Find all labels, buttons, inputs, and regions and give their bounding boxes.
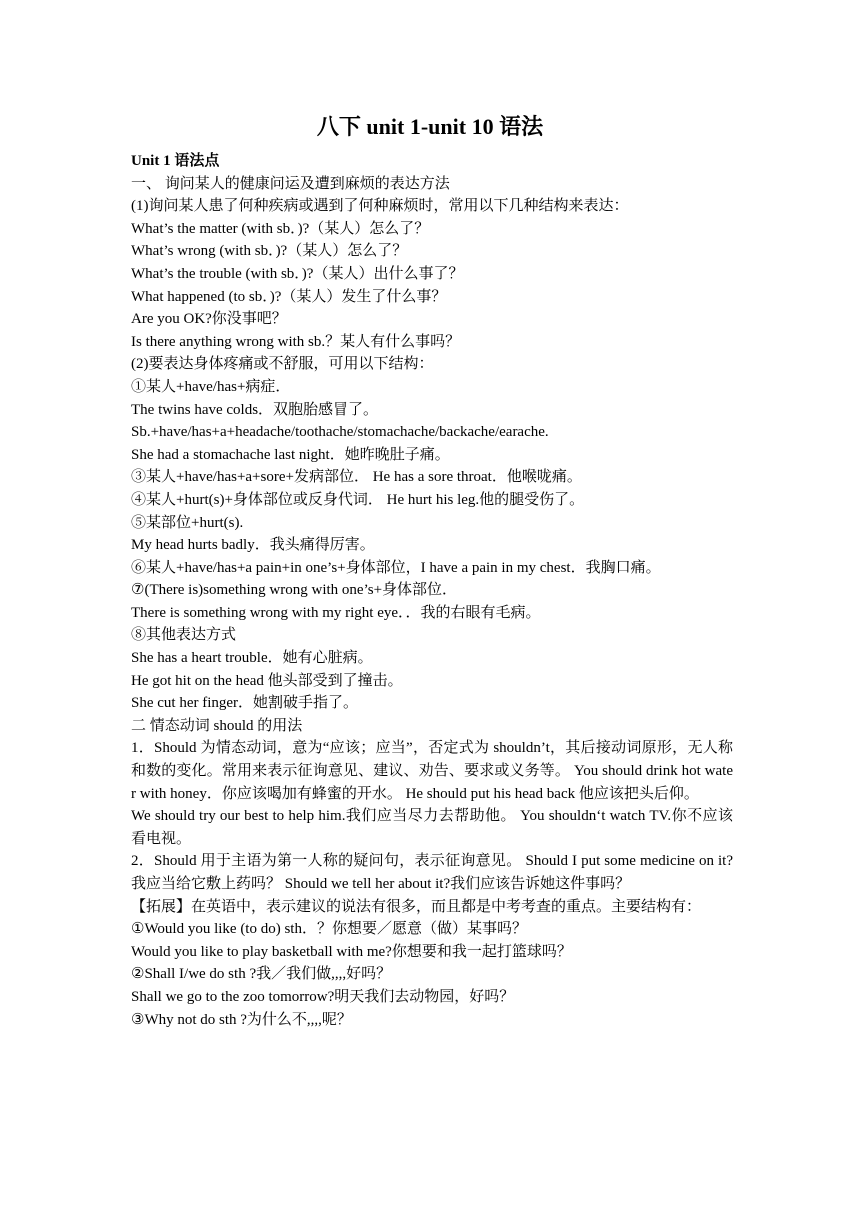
document-body bbox=[131, 150, 733, 1031]
text-line: There is something wrong with my right eye．．我的右眼有毛病。 bbox=[131, 604, 541, 621]
section-heading-unit1: Unit 1 语法点 bbox=[131, 153, 220, 169]
text-line: My head hurts badly．我头痛得厉害。 bbox=[131, 537, 375, 554]
text-line: ②Shall I/we do sth ?我／我们做,,,,好吗？ bbox=[131, 966, 392, 983]
paragraph-should-example: We should try our best to help him.我们应当尽力去帮助他。 You shouldn‘t watch TV.你不应该看电视。 bbox=[131, 808, 733, 847]
text-line: Is there anything wrong with sb.？某人有什么事吗？ bbox=[131, 333, 461, 350]
text-line: ①某人+have/has+病症． bbox=[131, 378, 291, 395]
text-line: The twins have colds．双胞胎感冒了。 bbox=[131, 401, 379, 418]
text-line: What happened (to sb．)?（某人）发生了什么事？ bbox=[131, 288, 447, 305]
text-line: She cut her finger．她割破手指了。 bbox=[131, 695, 359, 712]
text-line: ③某人+have/has+a+sore+发病部位． He has a sore throat．他喉咙痛。 bbox=[131, 469, 582, 486]
text-line: She has a heart trouble．她有心脏病。 bbox=[131, 650, 373, 667]
paragraph-extension: 【拓展】在英语中，表示建议的说法有很多，而且都是中考考查的重点。主要结构有： bbox=[131, 898, 702, 915]
document-title: 八下 unit 1-unit 10 语法 bbox=[316, 114, 544, 139]
text-line: ③Why not do sth ?为什么不,,,,呢？ bbox=[131, 1011, 352, 1028]
text-line: ④某人+hurt(s)+身体部位或反身代词． He hurt his leg.他的腿受伤了。 bbox=[131, 491, 585, 508]
text-line: Sb.+have/has+a+headache/toothache/stomachache/backache/earache. bbox=[131, 424, 549, 441]
paragraph-should-usage-2: 2．Should 用于主语为第一人称的疑问句，表示征询意见。 Should I put some medicine on it?我应当给它敷上药吗？ Should we tell her about it?我们应该告诉她这件事吗？ bbox=[131, 853, 733, 892]
text-line: Are you OK?你没事吧？ bbox=[131, 311, 287, 328]
subsection-heading-1: 一、 询问某人的健康问运及遭到麻烦的表达方法 bbox=[131, 175, 450, 192]
text-line: ⑥某人+have/has+a pain+in one’s+身体部位，I have a pain in my chest．我胸口痛。 bbox=[131, 559, 661, 576]
text-line: He got hit on the head 他头部受到了撞击。 bbox=[131, 672, 403, 689]
text-line: She had a stomachache last night．她昨晚肚子痛。 bbox=[131, 446, 450, 463]
text-line: ⑧其他表达方式 bbox=[131, 627, 237, 644]
text-line: What’s wrong (with sb．)?（某人）怎么了？ bbox=[131, 243, 408, 260]
subsection-heading-2: 二 情态动词 should 的用法 bbox=[131, 717, 303, 734]
text-line: What’s the matter (with sb．)?（某人）怎么了？ bbox=[131, 220, 430, 237]
text-line: ①Would you like (to do) sth．？你想要／愿意（做）某事吗？ bbox=[131, 921, 527, 938]
paragraph-should-usage-1: 1．Should 为情态动词，意为“应该；应当”，否定式为 shouldn’t，其后接动词原形，无人称和数的变化。常用来表示征询意见、建议、劝告、要求或义务等。 You should drink hot water with honey．你应该喝加有蜂蜜的开水。 He should put his head back 他应该把头后仰。 bbox=[131, 740, 733, 802]
text-line: (1)询问某人患了何种疾病或遇到了何种麻烦时，常用以下几种结构来表达： bbox=[131, 198, 629, 215]
text-line: ⑦(There is)something wrong with one’s+身体部位． bbox=[131, 582, 458, 599]
text-line: ⑤某部位+hurt(s). bbox=[131, 514, 244, 531]
text-line: (2)要表达身体疼痛或不舒服，可用以下结构： bbox=[131, 356, 434, 373]
text-line: What’s the trouble (with sb．)?（某人）出什么事了？ bbox=[131, 265, 464, 282]
text-line: Would you like to play basketball with me?你想要和我一起打篮球吗？ bbox=[131, 943, 572, 960]
text-line: Shall we go to the zoo tomorrow?明天我们去动物园，好吗？ bbox=[131, 988, 515, 1005]
